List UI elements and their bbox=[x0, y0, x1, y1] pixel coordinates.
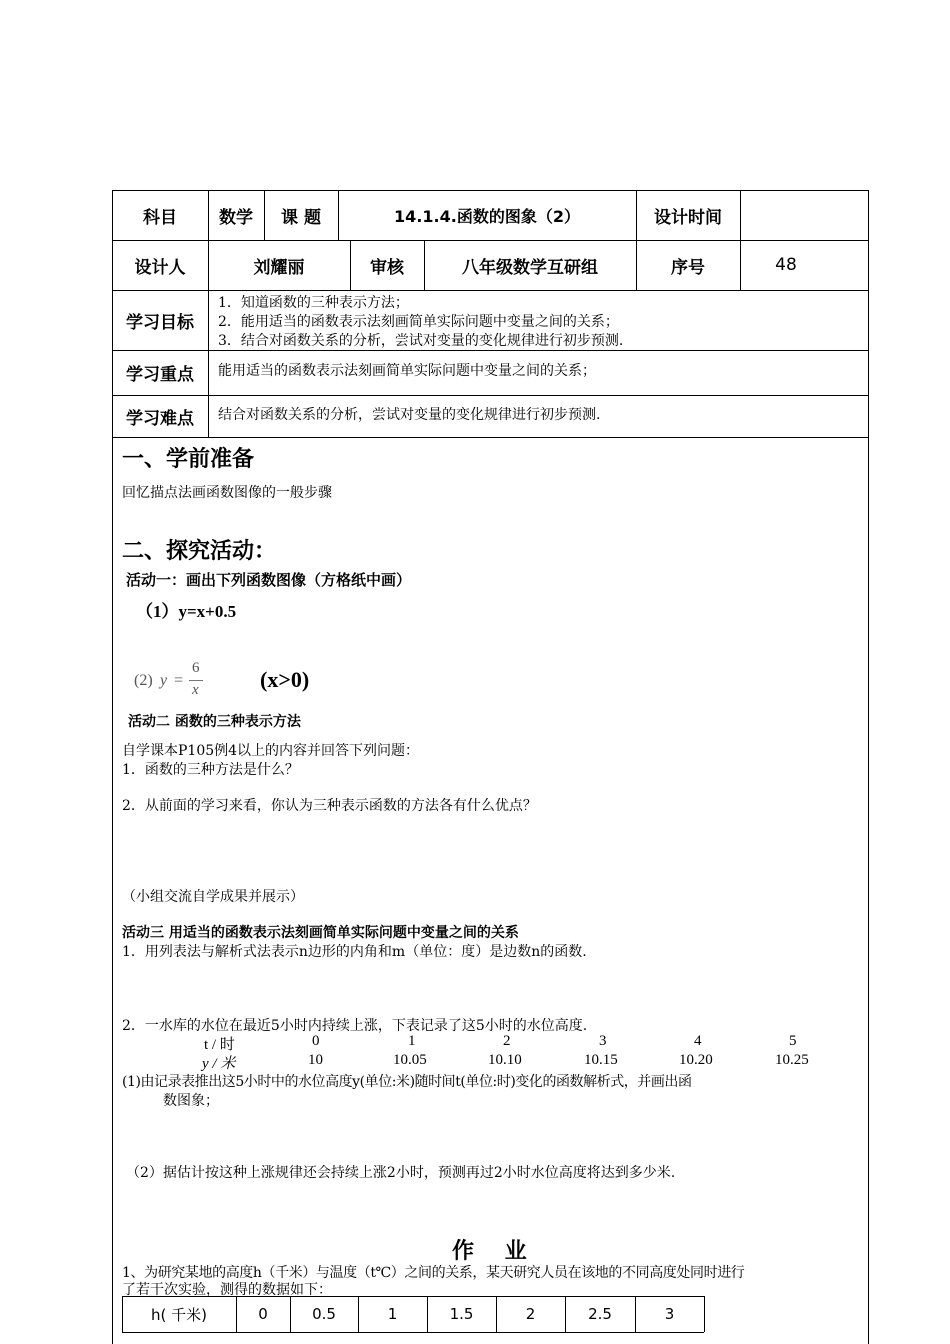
designer-label: 设计人 bbox=[134, 257, 186, 278]
water-y-cell: 10.10 bbox=[488, 1052, 522, 1068]
activity1-q2-y: y bbox=[160, 672, 168, 689]
activity1-title: 活动一：画出下列函数图像（方格纸中画） bbox=[126, 571, 412, 589]
goals-label: 学习目标 bbox=[126, 312, 194, 333]
fraction-bar bbox=[189, 680, 203, 681]
hw-row-label: h( 千米) bbox=[151, 1305, 207, 1324]
table-right-border bbox=[868, 190, 869, 1344]
activity2-title: 活动二 函数的三种表示方法 bbox=[128, 714, 301, 730]
hw-cell: 2.5 bbox=[588, 1305, 612, 1323]
homework-q1-line1: 1、为研究某地的高度h（千米）与温度（t℃）之间的关系，某天研究人员在该地的不同高度处同时进行 bbox=[122, 1265, 745, 1281]
prep-heading: 一、学前准备 bbox=[122, 447, 255, 472]
water-t-cell: 5 bbox=[789, 1033, 797, 1049]
goal-item: 2．能用适当的函数表示法刻画简单实际问题中变量之间的关系； bbox=[218, 314, 619, 330]
explore-heading: 二、探究活动： bbox=[122, 539, 277, 564]
activity2-q1: 1．函数的三种方法是什么？ bbox=[122, 762, 299, 778]
prep-text: 回忆描点法画函数图像的一般步骤 bbox=[122, 485, 332, 501]
water-t-cell: 2 bbox=[503, 1033, 511, 1049]
water-y-label: y / 米 bbox=[202, 1056, 236, 1072]
design-time-value bbox=[740, 190, 868, 240]
focus-label: 学习重点 bbox=[126, 365, 194, 385]
difficulty-text: 结合对函数关系的分析，尝试对变量的变化规律进行初步预测. bbox=[218, 407, 601, 423]
homework-q1-line2: 了若干次实验，测得的数据如下： bbox=[122, 1282, 332, 1298]
designer-value: 刘耀丽 bbox=[253, 257, 305, 278]
activity1-q1: （1）y=x+0.5 bbox=[136, 602, 237, 621]
water-y-cell: 10.05 bbox=[393, 1052, 427, 1068]
row-divider bbox=[112, 350, 869, 351]
hw-cell: 1 bbox=[387, 1305, 398, 1323]
hw-cell: 1.5 bbox=[449, 1305, 474, 1323]
water-y-cell: 10.15 bbox=[584, 1052, 618, 1068]
goal-item: 1．知道函数的三种表示方法； bbox=[218, 295, 409, 311]
activity1-q2-prefix: (2) bbox=[134, 672, 153, 689]
difficulty-label: 学习难点 bbox=[126, 408, 194, 429]
hw-cell: 0.5 bbox=[312, 1305, 336, 1323]
col-divider bbox=[208, 290, 209, 437]
activity3-q1: 1．用列表法与解析式法表示n边形的内角和m（单位：度）是边数n的函数. bbox=[122, 944, 587, 960]
row-divider bbox=[112, 437, 869, 438]
homework-heading: 作 业 bbox=[452, 1239, 527, 1264]
water-t-cell: 1 bbox=[408, 1033, 416, 1049]
activity1-q2-eq: = bbox=[174, 672, 184, 689]
activity2-intro: 自学课本P105例4以上的内容并回答下列问题： bbox=[122, 743, 420, 759]
row-divider bbox=[112, 290, 869, 291]
design-time-label: 设计时间 bbox=[654, 207, 722, 228]
hw-cell: 3 bbox=[664, 1305, 675, 1323]
activity2-note: （小组交流自学成果并展示） bbox=[122, 889, 304, 905]
activity3-sub1-line2: 数图象； bbox=[163, 1093, 219, 1109]
water-y-cell: 10 bbox=[308, 1052, 323, 1068]
water-t-cell: 0 bbox=[312, 1033, 320, 1049]
seq-value: 48 bbox=[775, 255, 797, 275]
topic-label: 课 题 bbox=[281, 207, 321, 228]
topic-value: 14.1.4.函数的图象（2） bbox=[394, 206, 580, 226]
activity3-q2: 2．一水库的水位在最近5小时内持续上涨，下表记录了这5小时的水位高度. bbox=[122, 1018, 588, 1034]
water-t-cell: 3 bbox=[599, 1033, 607, 1049]
hw-col bbox=[704, 1296, 705, 1332]
goal-item: 3．结合对函数关系的分析，尝试对变量的变化规律进行初步预测. bbox=[218, 333, 624, 349]
activity1-q2-condition: (x>0) bbox=[260, 667, 310, 692]
water-y-cell: 10.20 bbox=[679, 1052, 713, 1068]
row-divider bbox=[112, 395, 869, 396]
review-value: 八年级数学互研组 bbox=[462, 257, 598, 278]
hw-cell: 2 bbox=[525, 1305, 536, 1323]
activity1-q2-numerator: 6 bbox=[192, 660, 200, 676]
subject-label: 科目 bbox=[143, 207, 177, 228]
hw-cell: 0 bbox=[258, 1305, 268, 1323]
subject-value: 数学 bbox=[219, 207, 253, 228]
water-t-cell: 4 bbox=[694, 1033, 702, 1049]
water-y-cell: 10.25 bbox=[775, 1052, 809, 1068]
activity1-q2-denominator: x bbox=[192, 682, 199, 698]
seq-label: 序号 bbox=[671, 257, 705, 278]
review-label: 审核 bbox=[370, 257, 404, 278]
focus-text: 能用适当的函数表示法刻画简单实际问题中变量之间的关系； bbox=[218, 363, 596, 379]
activity2-q2: 2．从前面的学习来看，你认为三种表示函数的方法各有什么优点？ bbox=[122, 798, 537, 814]
activity3-title: 活动三 用适当的函数表示法刻画简单实际问题中变量之间的关系 bbox=[122, 925, 519, 941]
activity3-sub1-line1: (1)由记录表推出这5小时中的水位高度y(单位:米)随时间t(单位:时)变化的函数解析式，并画出函 bbox=[122, 1074, 692, 1090]
activity3-sub2: （2）据估计按这种上涨规律还会持续上涨2小时，预测再过2小时水位高度将达到多少米. bbox=[126, 1165, 676, 1181]
hw-table-bottom bbox=[122, 1332, 704, 1333]
water-t-label: t / 时 bbox=[204, 1037, 235, 1053]
